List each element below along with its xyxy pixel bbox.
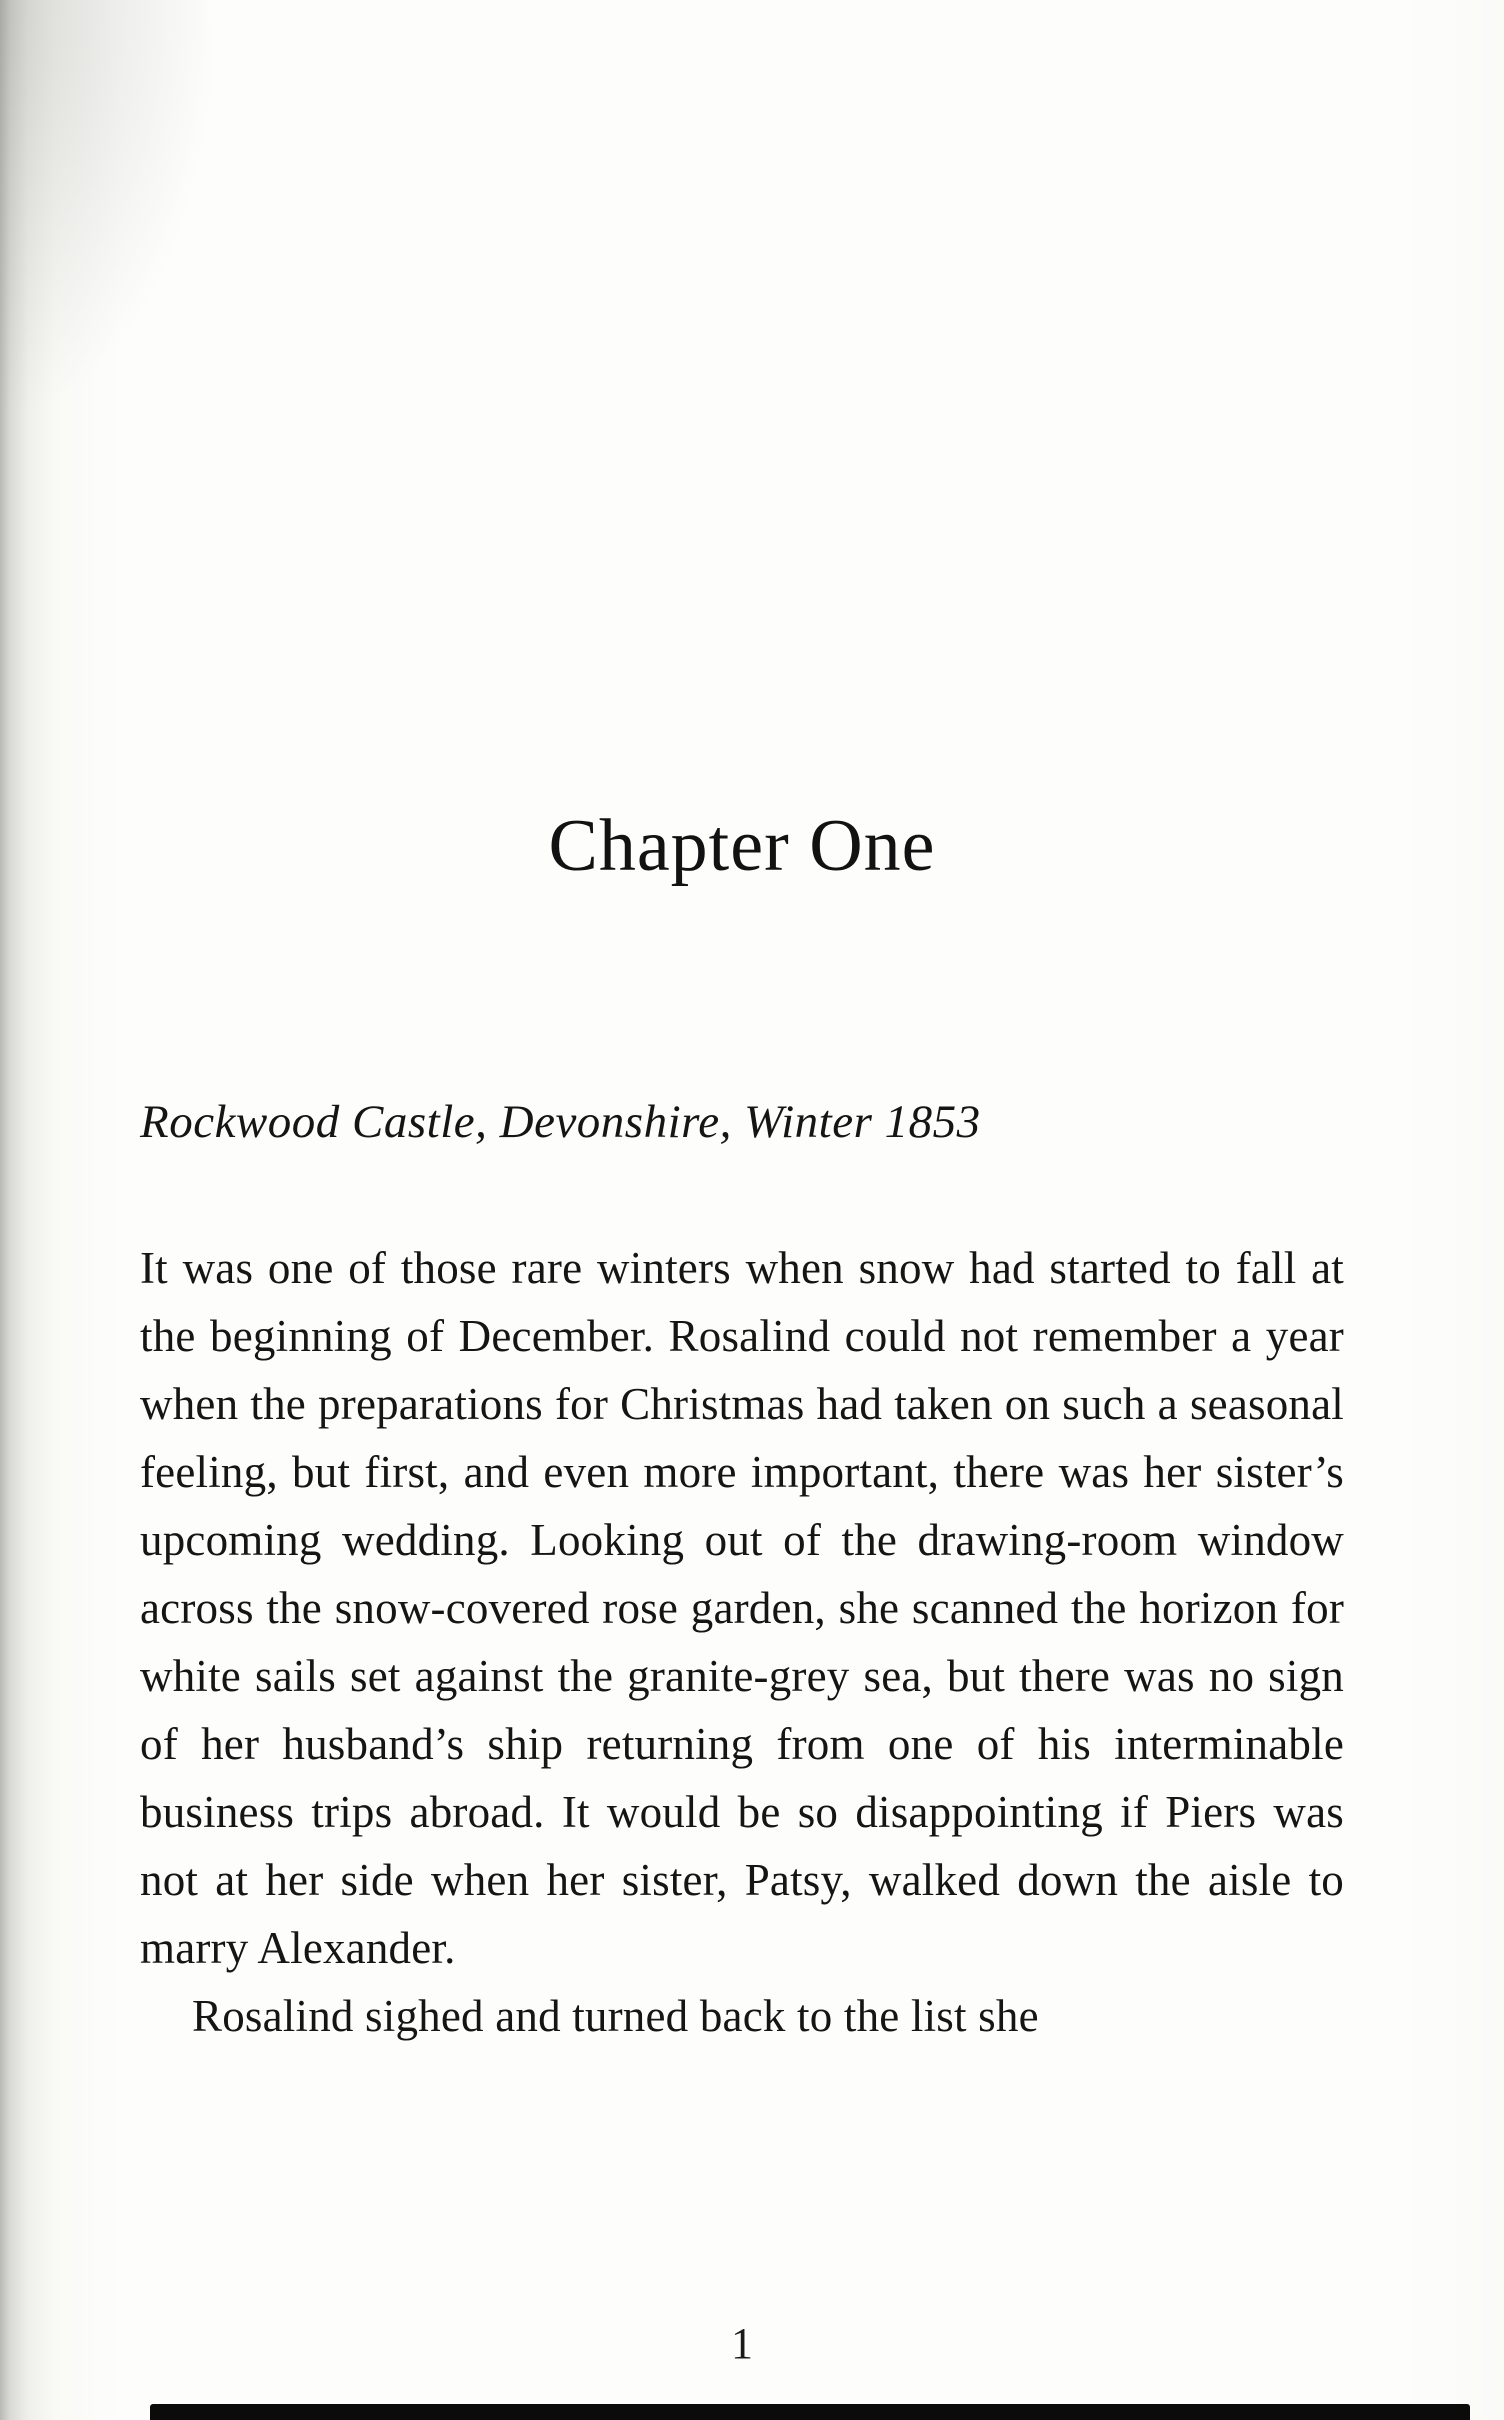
- body-paragraph: Rosalind sighed and turned back to the list she: [192, 1991, 1039, 2041]
- scan-artifact-bottom-bar: [150, 2404, 1470, 2420]
- scan-corner-shadow: [0, 0, 220, 420]
- body-paragraph: It was one of those rare winters when snow had started to fall at the beginning of December. Rosalind could not remember a year when the preparations for Christmas had taken on such a seasonal feeling, but first, and even more important, there was her sister’s upcoming wedding. Looking out of the drawing-room window across the snow-covered rose garden, she scanned the horizon for white sails set against the granite-grey sea, but there was no sign of her husband’s ship returning from one of his interminable business trips abroad. It would be so disappointing if Piers was not at her side when her sister, Patsy, walked down the aisle to marry Alexander.: [140, 1243, 1344, 1973]
- chapter-setting-line: Rockwood Castle, Devonshire, Winter 1853: [140, 1096, 981, 1148]
- chapter-title: Chapter One: [548, 805, 936, 887]
- page-number: 1: [731, 2319, 753, 2368]
